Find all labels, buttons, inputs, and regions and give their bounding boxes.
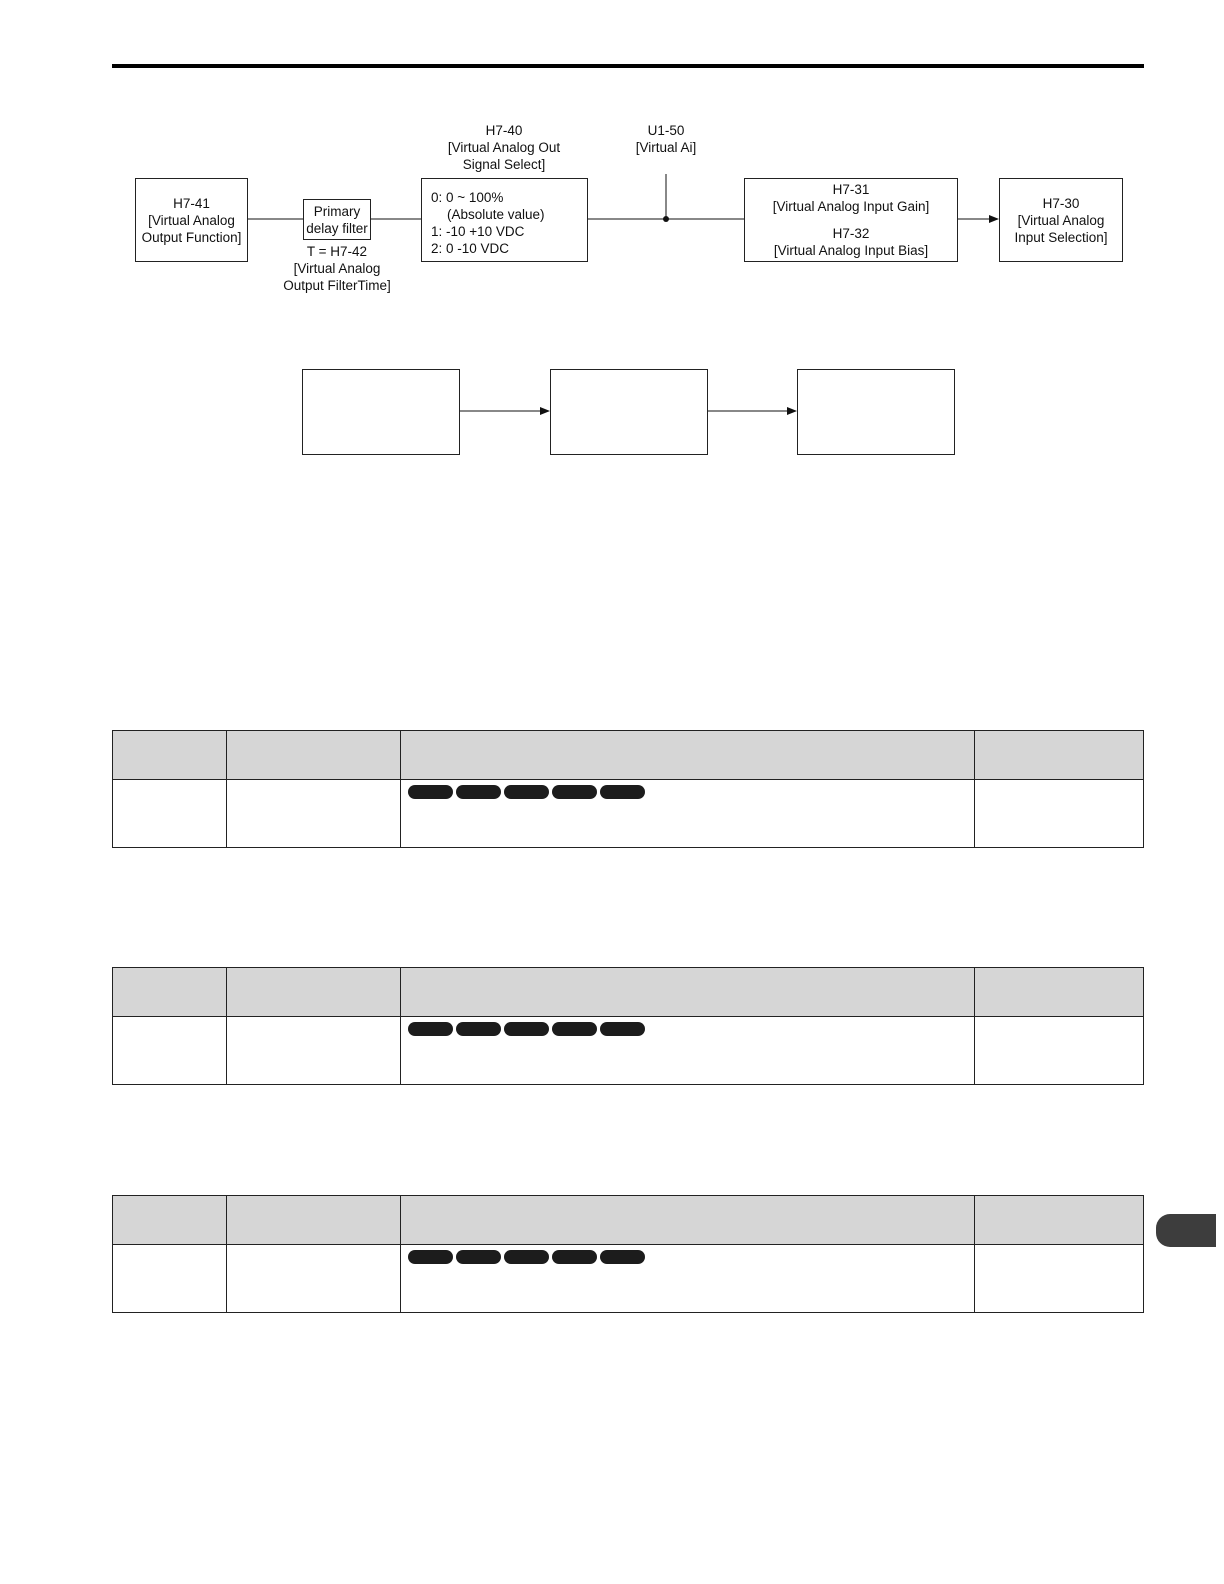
cell-default: [975, 1245, 1143, 1312]
mode-badge: [504, 1022, 549, 1036]
header-cell-name: [227, 731, 401, 779]
option-0: 0: 0 ~ 100%: [431, 190, 504, 205]
mode-badge: [600, 1250, 645, 1264]
table-header: [113, 1196, 1143, 1245]
gain-code: H7-31: [832, 182, 870, 197]
header-cell-description: [401, 1196, 975, 1244]
control-mode-badges: [401, 1245, 974, 1264]
cell-description: [401, 1017, 975, 1084]
cell-description: [401, 1245, 975, 1312]
h7-40-line1: [Virtual Analog Out: [447, 140, 561, 155]
header-cell-default: [975, 968, 1143, 1016]
mode-badge: [600, 1022, 645, 1036]
filter-time-line2: [Virtual Analog: [293, 261, 381, 276]
h7-41-label-line1: [Virtual Analog: [148, 212, 235, 228]
h7-40-code: H7-40: [485, 123, 523, 138]
u1-50-code: U1-50: [647, 123, 685, 138]
filter-line2: delay filter: [306, 220, 368, 236]
mode-badge: [504, 1250, 549, 1264]
mode-badge: [408, 1250, 453, 1264]
header-cell-name: [227, 968, 401, 1016]
cell-no: [113, 1017, 227, 1084]
cell-description: [401, 780, 975, 847]
table-row: [113, 1017, 1143, 1084]
header-cell-default: [975, 1196, 1143, 1244]
h7-41-code: H7-41: [173, 195, 210, 211]
option-0-note: (Absolute value): [447, 207, 545, 222]
mode-badge: [552, 1250, 597, 1264]
flow-box-3: [797, 369, 955, 455]
table-row: [113, 780, 1143, 847]
cell-no: [113, 1245, 227, 1312]
header-cell-default: [975, 731, 1143, 779]
mode-badge: [456, 785, 501, 799]
control-mode-badges: [401, 1017, 974, 1036]
h7-30-line1: [Virtual Analog: [1017, 212, 1105, 228]
mode-badge: [456, 1250, 501, 1264]
mode-badge: [552, 785, 597, 799]
header-cell-name: [227, 1196, 401, 1244]
cell-default: [975, 1017, 1143, 1084]
control-mode-badges: [401, 780, 974, 799]
header-cell-description: [401, 968, 975, 1016]
cell-name: [227, 1017, 401, 1084]
flow-box-1: [302, 369, 460, 455]
mode-badge: [504, 785, 549, 799]
filter-line1: Primary: [313, 203, 361, 219]
mode-badge: [552, 1022, 597, 1036]
h7-41-label-line2: Output Function]: [141, 229, 242, 245]
h7-40-line2: Signal Select]: [462, 157, 546, 172]
u1-50-name: [Virtual Ai]: [635, 140, 697, 155]
mode-badge: [600, 785, 645, 799]
header-cell-description: [401, 731, 975, 779]
cell-name: [227, 780, 401, 847]
flow-box-2: [550, 369, 708, 455]
h7-30-code: H7-30: [1042, 195, 1080, 211]
table-header: [113, 731, 1143, 780]
cell-name: [227, 1245, 401, 1312]
table-header: [113, 968, 1143, 1017]
header-cell-no: [113, 968, 227, 1016]
mode-badge: [408, 785, 453, 799]
cell-no: [113, 780, 227, 847]
bias-code: H7-32: [832, 226, 870, 241]
filter-time-line1: T = H7-42: [306, 244, 368, 259]
gain-label: [Virtual Analog Input Gain]: [772, 199, 930, 214]
parameter-table-3: [112, 1195, 1144, 1313]
cell-default: [975, 780, 1143, 847]
parameter-table-1: [112, 730, 1144, 848]
header-cell-no: [113, 731, 227, 779]
parameter-table-2: [112, 967, 1144, 1085]
filter-time-line3: Output FilterTime]: [283, 278, 391, 293]
option-2: 2: 0 -10 VDC: [431, 241, 510, 256]
option-1: 1: -10 +10 VDC: [431, 224, 525, 239]
h7-30-line2: Input Selection]: [1014, 229, 1108, 245]
header-cell-no: [113, 1196, 227, 1244]
chapter-thumb-tab: [1156, 1214, 1216, 1247]
bias-label: [Virtual Analog Input Bias]: [773, 243, 929, 258]
mode-badge: [456, 1022, 501, 1036]
table-row: [113, 1245, 1143, 1312]
mode-badge: [408, 1022, 453, 1036]
